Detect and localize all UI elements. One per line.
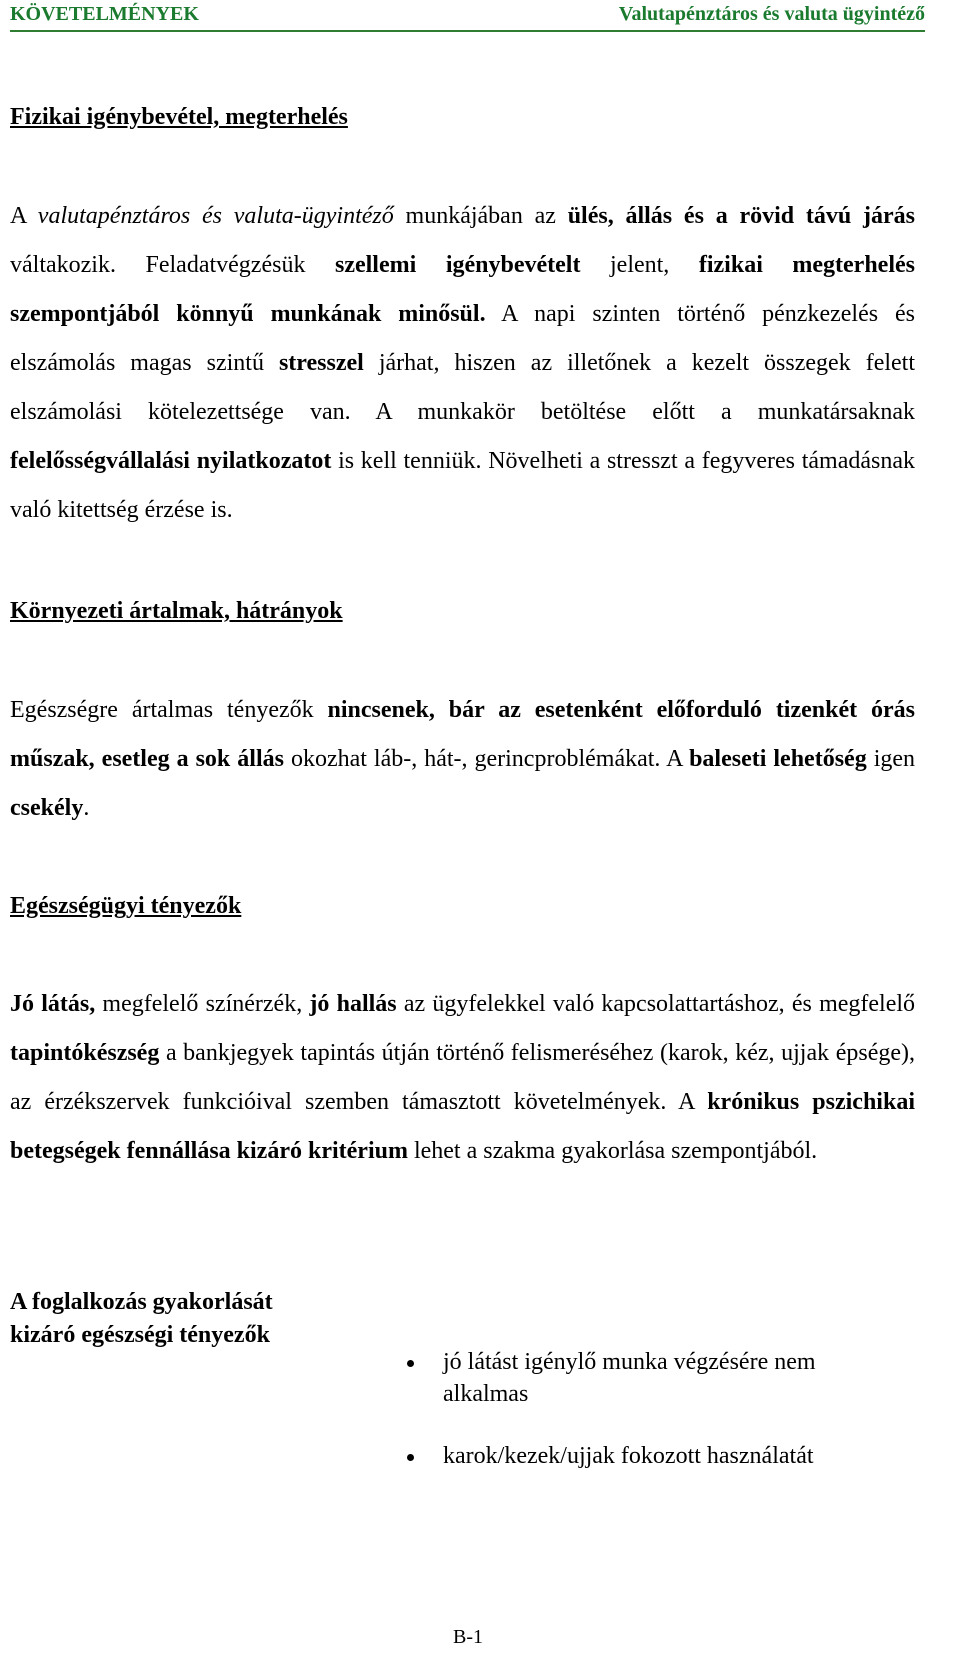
header-right-title: Valutapénztáros és valuta ügyintéző <box>618 3 925 25</box>
section-heading-health: Egészségügyi tényezők <box>10 893 242 919</box>
exclusion-title <box>10 1286 273 1352</box>
section-heading-environment: Környezeti ártalmak, hátrányok <box>10 598 343 624</box>
exclusion-title-line-1: A foglalkozás gyakorlását <box>10 1289 273 1315</box>
exclusion-title-line-2: kizáró egészségi tényezők <box>10 1322 270 1348</box>
section-heading-physical: Fizikai igénybevétel, megterhelés <box>10 104 348 130</box>
page-number: B-1 <box>453 1626 483 1648</box>
exclusion-list <box>405 1346 905 1502</box>
page-header <box>10 0 925 32</box>
paragraph-environment: Egészségre ártalmas tényezők nincsenek, bár az esetenként előforduló tizenkét órás műszak, esetleg a sok állás okozhat láb-, hát-, gerincproblémákat. A baleseti lehetőség igen csekély. <box>10 697 916 821</box>
paragraph-physical: A valutapénztáros és valuta-ügyintéző munkájában az ülés, állás és a rövid távú járás váltakozik. Feladatvégzésük szellemi igénybevételt jelent, fizikai megterhelés szempontjából könnyű munkának minősül. A napi szinten történő pénzkezelés és elszámolás magas szintű stresszel járhat, hiszen az illetőnek a kezelt összegek felett elszámolási kötelezettsége van. A munkakör betöltése előtt a munkatársaknak felelősségvállalási nyilatkozatot is kell tenniük. Növelheti a stresszt a fegyveres támadásnak való kitettség érzése is. <box>10 203 916 523</box>
header-left-title: KÖVETELMÉNYEK <box>10 3 199 25</box>
paragraph-health: Jó látás, megfelelő színérzék, jó hallás az ügyfelekkel való kapcsolattartáshoz, és megfelelő tapintókészség a bankjegyek tapintás útján történő felismeréséhez (karok, kéz, ujjak épsége), az érzékszervek funkcióival szemben támasztott követelmények. A krónikus pszichikai betegségek fennállása kizáró kritérium lehet a szakma gyakorlása szempontjából. <box>10 991 916 1164</box>
list-item: jó látást igénylő munka végzésére nem alkalmas <box>405 1346 905 1410</box>
list-item: karok/kezek/ujjak fokozott használatát <box>405 1440 905 1472</box>
